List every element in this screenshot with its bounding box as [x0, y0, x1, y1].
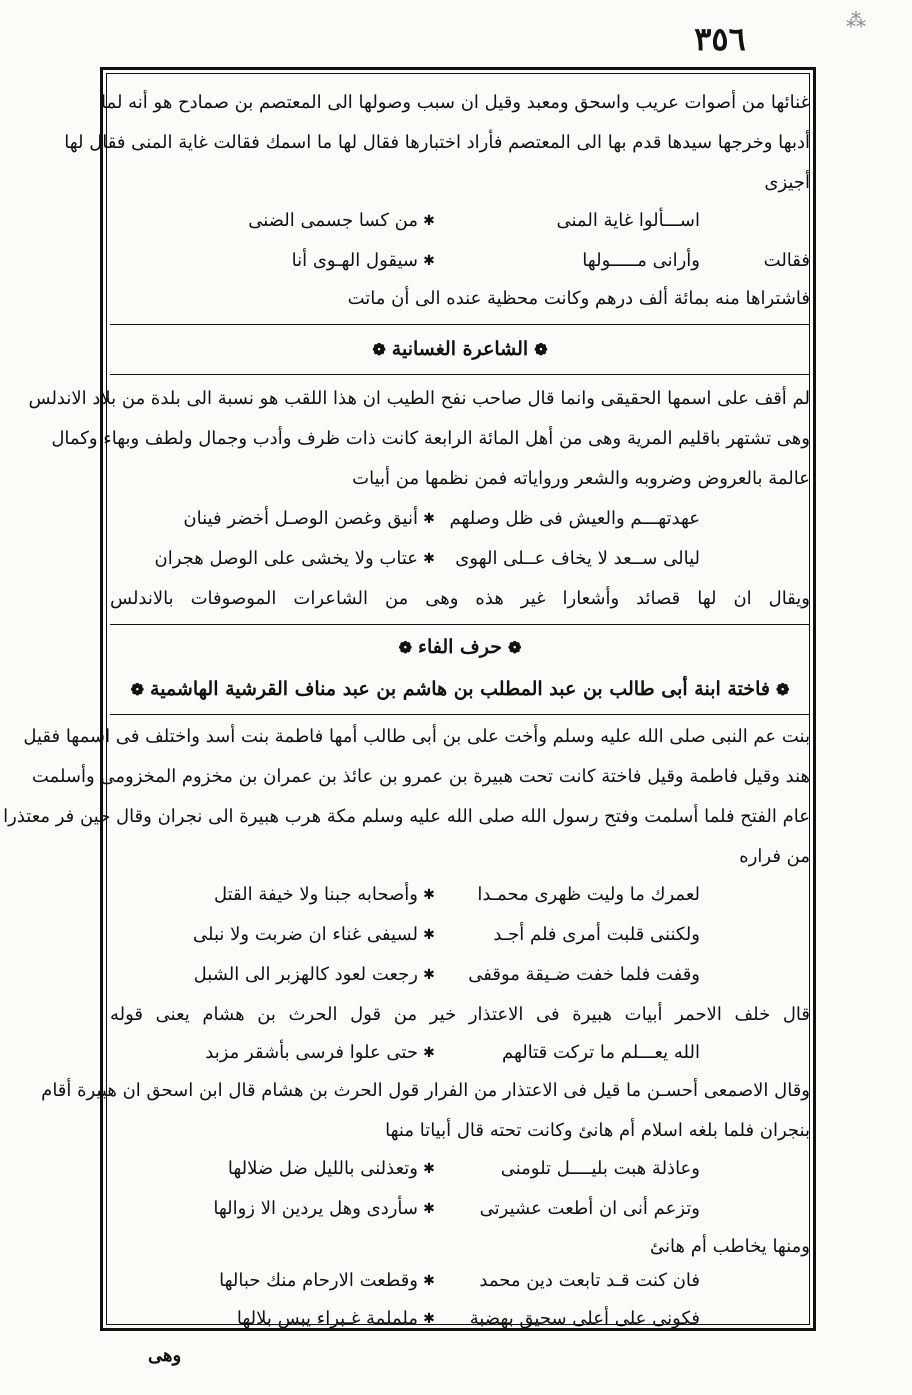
verse-first-hemistich: ولكننى قلبت أمرى فلم أجـد: [493, 924, 700, 945]
verse-separator-icon: ✱: [423, 1045, 435, 1061]
verse-second-hemistich: سأردى وهل يردين الا زوالها: [213, 1198, 418, 1219]
ornament-icon: ❁: [372, 340, 386, 359]
text-line: فاشتراها منه بمائة ألف درهم وكانت محظية عنده الى أن ماتت: [347, 288, 810, 309]
verse-first-hemistich: ليالى ســعد لا يخاف عــلى الهوى: [455, 548, 700, 569]
verse-separator-icon: ✱: [423, 511, 435, 527]
verse-separator-icon: ✱: [423, 253, 435, 269]
section-heading: [110, 630, 810, 664]
verse-line: [110, 502, 810, 536]
text-line: هند وقيل فاطمة وقيل فاختة كانت تحت هبيرة بن عمرو بن عائذ بن عمران بن مخزوم المخزومى وأسلمت: [31, 766, 810, 787]
text-line: لم أقف على اسمها الحقيقى وانما قال صاحب نفح الطيب ان هذا اللقب هو نسبة الى بلدة من بلاد الاندلس: [28, 388, 810, 409]
ornament-icon: ❁: [130, 680, 145, 699]
verse-second-hemistich: سيقول الهـوى أنا: [291, 250, 418, 271]
verse-line: [110, 878, 810, 912]
verse-line: [110, 1264, 810, 1298]
text-line: أجيزى: [764, 172, 810, 193]
heading-text: الشاعرة الغسانية: [391, 338, 529, 360]
verse-line: [110, 1192, 810, 1226]
section-rule: [110, 374, 810, 375]
verse-second-hemistich: ململمة غـبراء يبس بلالها: [236, 1308, 418, 1329]
text-line: ويقال ان لها قصائد وأشعارا غير هذه وهى من الشاعرات الموصوفات بالاندلس: [110, 588, 810, 609]
verse-lead: فقالت: [763, 250, 810, 271]
verse-second-hemistich: عتاب ولا يخشى على الوصل هجران: [154, 548, 418, 569]
heading-text: حرف الفاء: [418, 636, 502, 658]
text-line: عام الفتح فلما أسلمت وفتح رسول الله صلى الله عليه وسلم مكة هرب هبيرة الى نجران وقال حين فر معتذرا: [3, 806, 810, 827]
verse-line: [110, 1152, 810, 1186]
verse-first-hemistich: عهدتهـــم والعيش فى ظل وصلهم: [449, 508, 700, 529]
verse-separator-icon: ✱: [423, 551, 435, 567]
verse-separator-icon: ✱: [423, 1161, 435, 1177]
section-rule: [110, 714, 810, 715]
section-heading: [110, 332, 810, 366]
verse-separator-icon: ✱: [423, 1201, 435, 1217]
heading-text: فاختة ابنة أبى طالب بن عبد المطلب بن هاشم بن عبد مناف القرشية الهاشمية: [150, 678, 770, 700]
text-line: بنجران فلما بلغه اسلام أم هانئ وكانت تحته قال أبياتا منها: [385, 1120, 810, 1141]
text-line: ومنها يخاطب أم هانئ: [650, 1236, 810, 1257]
verse-line: [110, 958, 810, 992]
verse-first-hemistich: اســـألوا غاية المنى: [556, 210, 700, 231]
verse-separator-icon: ✱: [423, 1311, 435, 1327]
verse-first-hemistich: وتزعم أنى ان أطعت عشيرتى: [479, 1198, 700, 1219]
verse-separator-icon: ✱: [423, 213, 435, 229]
ornament-icon: ❁: [398, 638, 413, 657]
text-line: وهى تشتهر باقليم المرية وهى من أهل المائة الرابعة كانت ذات ظرف وأدب وجمال ولطف وبهاء وكمال: [51, 428, 810, 449]
verse-separator-icon: ✱: [423, 887, 435, 903]
ornament-icon: ❁: [775, 680, 790, 699]
verse-first-hemistich: لعمرك ما وليت ظهرى محمـدا: [477, 884, 700, 905]
verse-first-hemistich: وأرانى مـــــولها: [582, 250, 700, 271]
text-line: قال خلف الاحمر أبيات هبيرة فى الاعتذار خير من قول الحرث بن هشام يعنى قوله: [110, 1004, 810, 1025]
verse-second-hemistich: وقطعت الارحام منك حبالها: [219, 1270, 418, 1291]
section-rule: [110, 624, 810, 625]
verse-line: [110, 244, 810, 278]
verse-second-hemistich: وأصحابه جبنا ولا خيفة القتل: [213, 884, 418, 905]
ornament-icon: ❁: [534, 340, 548, 359]
page-number: ٣٥٦: [694, 20, 746, 58]
section-heading: [110, 672, 810, 706]
verse-second-hemistich: وتعذلنى بالليل ضل ضلالها: [227, 1158, 418, 1179]
verse-first-hemistich: وقفت فلما خفت ضـيقة موقفى: [468, 964, 700, 985]
verse-separator-icon: ✱: [423, 1273, 435, 1289]
verse-second-hemistich: رجعت لعود كالهزبر الى الشبل: [193, 964, 418, 985]
text-line: وقال الاصمعى أحسـن ما قيل فى الاعتذار من الفرار قول الحرث بن هشام قال ابن اسحق ان هبيرة أقام: [41, 1080, 810, 1101]
verse-second-hemistich: من كسا جسمى الضنى: [248, 210, 418, 231]
catchword: وهى: [148, 1345, 182, 1366]
text-line: من فراره: [739, 846, 810, 867]
verse-first-hemistich: فان كنت قـد تابعت دين محمد: [479, 1270, 700, 1291]
verse-second-hemistich: حتى علوا فرسى بأشقر مزبد: [205, 1042, 418, 1063]
text-line: أدبها وخرجها سيدها قدم بها الى المعتصم فأراد اختبارها فقال لها ما اسمك فقالت غاية المنى فقال لها: [64, 132, 810, 153]
verse-first-hemistich: وعاذلة هبت بليــــل تلومنى: [500, 1158, 700, 1179]
margin-scribble-icon: ⁂: [846, 8, 866, 32]
verse-line: [110, 204, 810, 238]
verse-separator-icon: ✱: [423, 967, 435, 983]
text-line: غنائها من أصوات عريب واسحق ومعبد وقيل ان سبب وصولها الى المعتصم بن صمادح هو أنه لما: [101, 92, 810, 113]
verse-separator-icon: ✱: [423, 927, 435, 943]
verse-line: [110, 918, 810, 952]
verse-line: [110, 1036, 810, 1070]
text-line: عالمة بالعروض وضروبه والشعر ورواياته فمن نظمها من أبيات: [352, 468, 810, 489]
ornament-icon: ❁: [507, 638, 522, 657]
verse-first-hemistich: الله يعـــلم ما تركت قتالهم: [501, 1042, 700, 1063]
text-line: بنت عم النبى صلى الله عليه وسلم وأخت على بن أبى طالب أمها فاطمة بنت أسد واختلف فى اسمها فقيل: [23, 726, 810, 747]
verse-second-hemistich: لسيفى غناء ان ضربت ولا نبلى: [193, 924, 418, 945]
verse-first-hemistich: فكونى على أعلى سحيق بهضبة: [469, 1308, 700, 1329]
section-rule: [110, 324, 810, 325]
verse-line: [110, 542, 810, 576]
verse-line: [110, 1302, 810, 1336]
page-content: [3, 78, 810, 1329]
verse-second-hemistich: أنيق وغصن الوصـل أخضر فينان: [183, 508, 418, 529]
